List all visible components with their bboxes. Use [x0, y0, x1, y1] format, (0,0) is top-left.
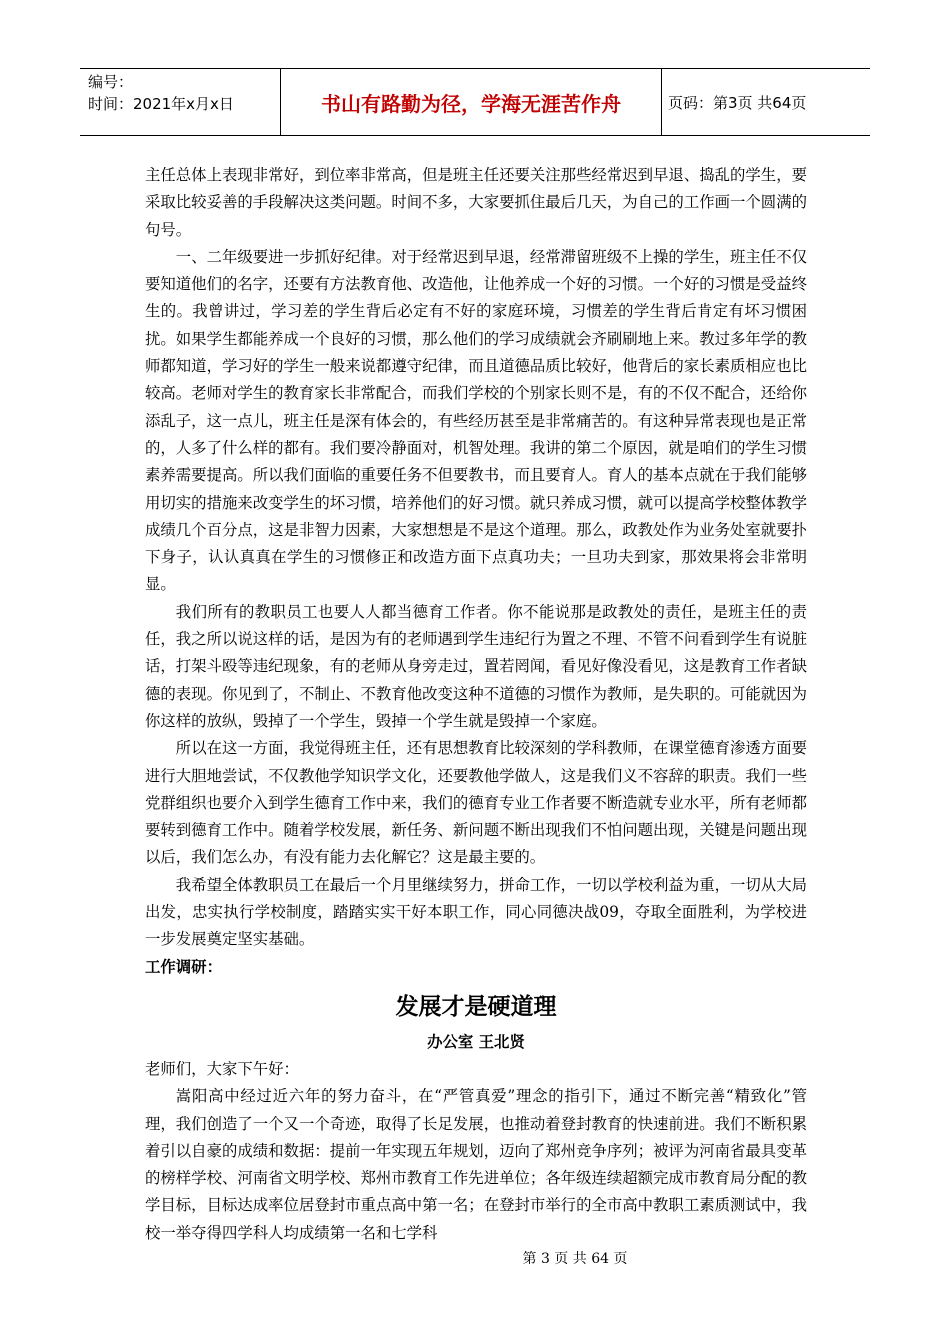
header-motto: 书山有路勤为径，学海无涯苦作舟 — [280, 69, 662, 135]
document-date: 时间：2021年x月x日 — [88, 95, 234, 113]
paragraph-6: 嵩阳高中经过近六年的努力奋斗，在“严管真爱”理念的指引下，通过不断完善“精致化”管理，我们创造了一个又一个奇迹，取得了长足发展，也推动着登封教育的快速前进。我们不断积累着引以自豪的成绩和数据：提前一年实现五年规划，迈向了郑州竞争序列；被评为河南省最具变革的榜样学校、河南省文明学校、郑州市教育工作先进单位；各年级连续超额完成市教育局分配的教学目标，目标达成率位居登封市重点高中第一名；在登封市举行的全市高中教职工素质测试中，我校一举夺得四学科人均成绩第一名和七学科 — [145, 1087, 807, 1242]
greeting: 老师们，大家下午好： — [145, 1059, 299, 1078]
section-label: 工作调研： — [145, 957, 222, 976]
page-header — [80, 68, 870, 136]
article-title: 发展才是硬道理 — [395, 993, 557, 1020]
paragraph-2: 一、二年级要进一步抓好纪律。对于经常迟到早退，经常滞留班级不上操的学生，班主任不仅要知道他们的名字，还要有方法教育他、改造他，让他养成一个好的习惯。一个好的习惯是受益终生的。我曾讲过，学习差的学生背后必定有不好的家庭环境，习惯差的学生背后肯定有坏习惯困扰。如果学生都能养成一个良好的习惯，那么他们的学习成绩就会齐刷刷地上来。教过多年学的教师都知道，学习好的学生一般来说都遵守纪律，而且道德品质比较好，他背后的家长素质相应也比较高。老师对学生的教育家长非常配合，而我们学校的个别家长则不是，有的不仅不配合，还给你添乱子，这一点儿，班主任是深有体会的，有些经历甚至是非常痛苦的。有这种异常表现也是正常的，人多了什么样的都有。我们要冷静面对，机智处理。我讲的第二个原因，就是咱们的学生习惯素养需要提高。所以我们面临的重要任务不但要教书，而且要育人。育人的基本点就在于我们能够用切实的措施来改变学生的坏习惯，培养他们的好习惯。就只养成习惯，就可以提高学校整体教学成绩几个百分点，这是非智力因素，大家想想是不是这个道理。那么，政教处作为业务处室就要扑下身子，认认真真在学生的习惯修正和改造方面下点真功夫；一旦功夫到家，那效果将会非常明显。 — [145, 247, 807, 594]
document-number-label: 编号： — [88, 73, 134, 91]
paragraph-3: 我们所有的教职员工也要人人都当德育工作者。你不能说那是政教处的责任，是班主任的责任，我之所以说这样的话，是因为有的老师遇到学生违纪行为置之不理、不管不问看到学生有说脏话，打架斗殴等违纪现象，有的老师从身旁走过，置若罔闻，看见好像没看见，这是教育工作者缺德的表现。你见到了，不制止、不教育他改变这种不道德的习惯作为教师，是失职的。可能就因为你这样的放纵，毁掉了一个学生，毁掉一个学生就是毁掉一个家庭。 — [145, 602, 807, 730]
paragraph-1: 主任总体上表现非常好，到位率非常高，但是班主任还要关注那些经常迟到早退、捣乱的学生，要采取比较妥善的手段解决这类问题。时间不多，大家要抓住最后几天，为自己的工作画一个圆满的句号。 — [145, 166, 807, 239]
document-body — [145, 162, 807, 1247]
article-author: 办公室 王北贤 — [427, 1032, 525, 1051]
page-footer: 第 3 页 共 64 页 — [522, 1251, 628, 1267]
header-page-number: 页码：第3页 共64页 — [668, 93, 807, 112]
paragraph-4: 所以在这一方面，我觉得班主任，还有思想教育比较深刻的学科教师，在课堂德育渗透方面要进行大胆地尝试，不仅教他学知识学文化，还要教他学做人，这是我们义不容辞的职责。我们一些党群组织也要介入到学生德育工作中来，我们的德育专业工作者要不断造就专业水平，所有老师都要转到德育工作中。随着学校发展，新任务、新问题不断出现我们不怕问题出现，关键是问题出现以后，我们怎么办，有没有能力去化解它？这是最主要的。 — [145, 739, 807, 867]
header-meta — [80, 69, 280, 135]
paragraph-5: 我希望全体教职员工在最后一个月里继续努力，拼命工作，一切以学校利益为重，一切从大局出发，忠实执行学校制度，踏踏实实干好本职工作，同心同德决战09，夺取全面胜利，为学校进一步发展奠定坚实基础。 — [145, 875, 807, 949]
